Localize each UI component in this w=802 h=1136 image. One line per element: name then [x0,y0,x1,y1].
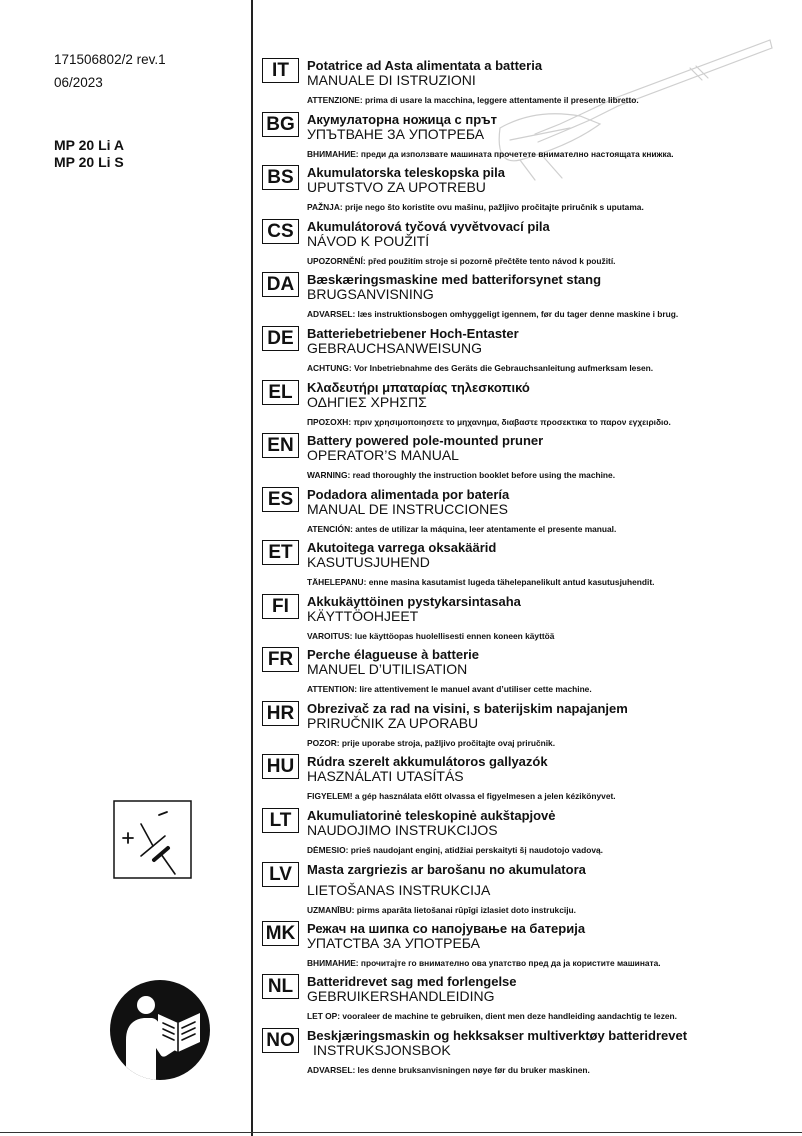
warning-text: ATTENTION: lire attentivement le manuel avant d’utiliser cette machine. [307,684,592,694]
bottom-rule [0,1132,802,1133]
product-title: Akutoitega varrega oksakäärid [307,540,497,555]
language-entry-de [262,326,792,376]
language-code-badge: BS [262,165,299,190]
language-entry-lv [262,862,792,915]
warning-text: ACHTUNG: Vor Inbetriebnahme des Geräts die Gebrauchsanleitung aufmerksam lesen. [307,363,654,373]
document-date: 06/2023 [54,75,103,90]
language-entry-lt [262,808,792,858]
product-title: Akumulatorska teleskopska pila [307,165,505,180]
product-title: Beskjæringsmaskin og hekksakser multiverktøy batteridrevet [307,1028,688,1043]
language-entry-bg [262,112,792,162]
warning-text: ADVARSEL: læs instruktionsbogen omhyggeligt igennem, før du tager denne maskine i brug. [307,309,679,319]
battery-lead [161,854,175,874]
warning-text: FIGYELEM! a gép használata előtt olvassa el figyelmesen a jelen kézikönyvet. [307,791,616,801]
model-name-a: MP 20 Li A [54,137,125,153]
language-code-badge: FI [262,594,299,619]
language-code-badge: EL [262,380,299,405]
language-entry-es [262,487,792,537]
manual-subtitle: GEBRAUCHSANWEISUNG [307,340,483,356]
plus-sign-icon [123,833,133,843]
manual-subtitle: MANUEL D’UTILISATION [307,661,468,677]
language-entry-cs [262,219,792,269]
language-code-badge: DA [262,272,299,297]
language-code-badge: ES [262,487,299,512]
warning-text: UZMANĪBU: pirms aparāta lietošanai rūpīgi izlasiet doto instrukciju. [307,905,576,915]
language-code-badge: LV [262,862,299,887]
language-code-badge: FR [262,647,299,672]
battery-icon-frame [114,801,191,878]
language-code-badge: BG [262,112,299,137]
product-title: Rúdra szerelt akkumulátoros gallyazók [307,754,548,769]
language-entry-no [262,1028,792,1078]
warning-text: POZOR: prije uporabe stroja, pažljivo pročitajte ovaj priručnik. [307,738,556,748]
language-code-badge: NL [262,974,299,999]
product-title: Akumuliatorinė teleskopinė aukštapjovė [307,808,556,823]
language-entry-mk [262,921,792,971]
warning-text: ADVARSEL: les denne bruksanvisningen nøye før du bruker maskinen. [307,1065,590,1075]
pruner-pole-end [770,40,772,48]
warning-text: ATTENZIONE: prima di usare la macchina, leggere attentamente il presente libretto. [307,95,639,105]
product-title: Perche élagueuse à batterie [307,647,479,662]
product-title: Battery powered pole-mounted pruner [307,433,544,448]
person-head [137,996,155,1014]
manual-subtitle: BRUGSANVISNING [307,286,434,302]
product-title: Bæskæringsmaskine med batteriforsynet stang [307,272,602,287]
manual-subtitle: KASUTUSJUHEND [307,554,430,570]
product-title: Akumulátorová tyčová vyvětvovací pila [307,219,550,234]
product-title: Potatrice ad Asta alimentata a batteria [307,58,543,73]
warning-text: LET OP: vooraleer de machine te gebruiken, dient men deze handleiding aandachtig te lezen. [307,1011,677,1021]
vertical-divider [251,0,253,1136]
language-code-badge: EN [262,433,299,458]
pruner-illustration [440,28,780,188]
language-entry-hr [262,701,792,751]
warning-text: ВНИМАНИЕ: прочитајте го внимателно ова упатство пред да ја користите машината. [307,958,661,968]
language-code-badge: HR [262,701,299,726]
manual-subtitle: GEBRUIKERSHANDLEIDING [307,988,495,1004]
battery-lead [141,824,153,846]
document-code: 171506802/2 rev.1 [54,52,166,67]
language-entry-fr [262,647,792,697]
product-title: Akkukäyttöinen pystykarsintasaha [307,594,521,609]
language-code-badge: MK [262,921,299,946]
language-entry-nl [262,974,792,1024]
language-entry-da [262,272,792,322]
battery-recycling-icon [113,800,193,880]
warning-text: WARNING: read thoroughly the instruction booklet before using the machine. [307,470,616,480]
warning-text: UPOZORNĚNÍ: před použitím stroje si pozorně přečtěte tento návod k použití. [307,256,616,266]
manual-subtitle: NAUDOJIMO INSTRUKCIJOS [307,822,498,838]
manual-subtitle: MANUALE DI ISTRUZIONI [307,72,476,88]
warning-text: PAŽNJA: prije nego što koristite ovu mašinu, pažljivo pročitajte priručnik s uputama. [307,202,644,212]
product-title: Batteridrevet sag med forlengelse [307,974,517,989]
product-title: Obrezivač za rad na visini, s baterijskim napajanjem [307,701,628,716]
manual-subtitle: УПАТСТВА ЗА УПОТРЕБА [307,935,481,951]
warning-text: ΠΡΟΣΟΧΗ: πριν χρησιμοποιησετε το μηχανημα, διαβαστε προσεκτικα το παρον εγχειριδιο. [307,417,671,427]
model-name-s: MP 20 Li S [54,154,124,170]
manual-subtitle: HASZNÁLATI UTASÍTÁS [307,768,464,784]
language-code-badge: NO [262,1028,299,1053]
language-code-badge: CS [262,219,299,244]
language-code-badge: DE [262,326,299,351]
language-entry-bs [262,165,792,215]
manual-subtitle: OPERATOR’S MANUAL [307,447,459,463]
warning-text: DĖMESIO: prieš naudojant enginį, atidžiai perskaityti šį naudotojo vadovą. [307,845,603,855]
manual-subtitle: INSTRUKSJONSBOK [313,1042,451,1058]
manual-subtitle: MANUAL DE INSTRUCCIONES [307,501,508,517]
language-entry-el [262,380,792,430]
manual-subtitle: ΟΔΗΓΙΕΣ ΧΡΗΣΠΣ [307,394,427,410]
product-title: Podadora alimentada por batería [307,487,510,502]
manual-subtitle: LIETOŠANAS INSTRUKCIJA [307,882,491,898]
product-title: Акумулаторна ножица с прът [307,112,498,127]
read-manual-icon [108,978,212,1082]
language-entry-et [262,540,792,590]
language-code-badge: LT [262,808,299,833]
manual-subtitle: NÁVOD K POUŽITÍ [307,233,430,249]
product-title: Masta zargriezis ar barošanu no akumulatora [307,862,586,877]
language-code-badge: HU [262,754,299,779]
language-entry-en [262,433,792,483]
product-title: Batteriebetriebener Hoch-Entaster [307,326,519,341]
product-title: Κλαδευτήρι μπαταρίας τηλεσκοπικό [307,380,530,395]
warning-text: ATENCIÓN: antes de utilizar la máquina, leer atentamente el presente manual. [307,524,617,534]
manual-subtitle: УПЪТВАНЕ ЗА УПОТРЕБА [307,126,485,142]
manual-subtitle: KÄYTTÖOHJEET [307,608,419,624]
minus-sign-icon [159,812,167,815]
manual-subtitle: PRIRUČNIK ZA UPORABU [307,715,479,731]
language-code-badge: ET [262,540,299,565]
warning-text: VAROITUS: lue käyttöopas huolellisesti ennen koneen käyttöä [307,631,555,641]
language-entry-hu [262,754,792,804]
product-title: Режач на шипка со напојување на батерија [307,921,586,936]
manual-subtitle: UPUTSTVO ZA UPOTREBU [307,179,486,195]
warning-text: TÄHELEPANU: enne masina kasutamist lugeda tähelepanelikult antud kasutusjuhendit. [307,577,655,587]
language-entry-fi [262,594,792,644]
language-entry-it [262,58,792,108]
language-code-badge: IT [262,58,299,83]
warning-text: ВНИМАНИЕ: преди да използвате машината прочетете внимателно настоящата книжка. [307,149,674,159]
